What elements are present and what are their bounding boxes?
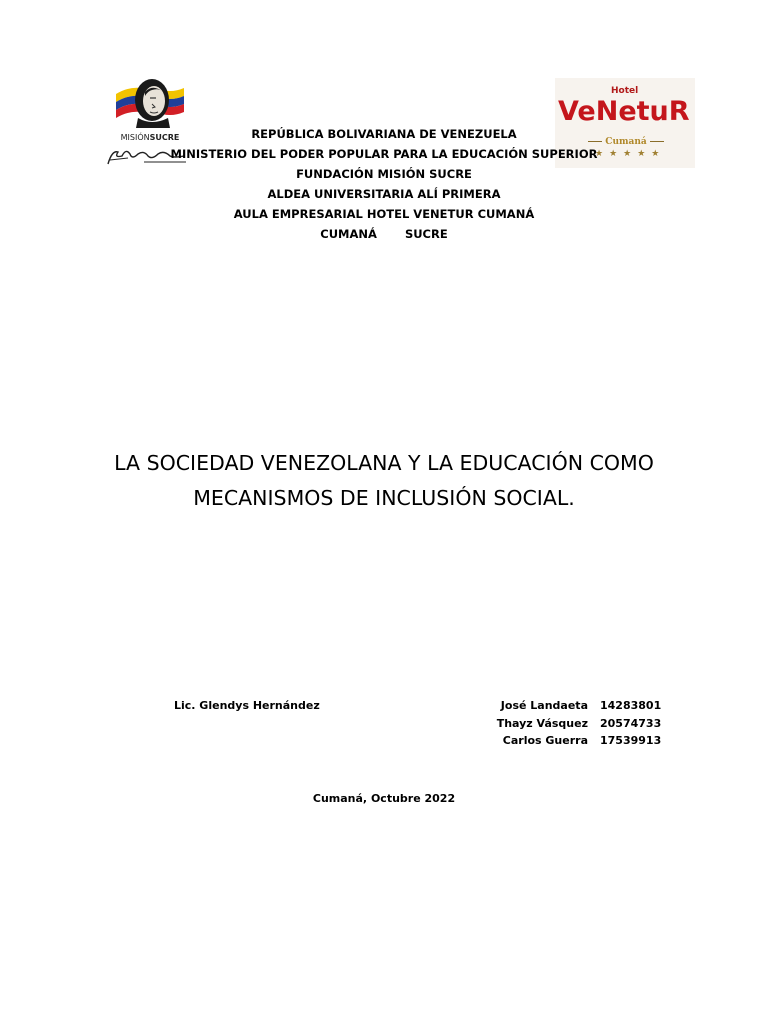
mision-sucre-emblem-icon	[112, 74, 188, 130]
header-line-republic: REPÚBLICA BOLIVARIANA DE VENEZUELA	[251, 127, 517, 141]
institution-header	[0, 124, 768, 244]
header-line-aula: AULA EMPRESARIAL HOTEL VENETUR CUMANÁ	[233, 207, 535, 221]
author-row	[470, 697, 670, 715]
place-date: Cumaná, Octubre 2022	[312, 792, 456, 805]
title-line-2: MECANISMOS DE INCLUSIÓN SOCIAL.	[193, 486, 575, 510]
author-row	[470, 715, 670, 733]
author-name: Thayz Vásquez	[496, 716, 588, 730]
logo-city-line: Cumaná	[583, 137, 669, 147]
document-title	[0, 446, 768, 516]
author-name: José Landaeta	[500, 699, 588, 712]
author-id: 17539913	[600, 734, 662, 747]
author-name: Carlos Guerra	[502, 734, 588, 747]
author-id: 14283801	[600, 699, 662, 712]
logo-venetur-wordmark: VeNetuR	[558, 96, 690, 127]
header-line-location: CUMANÁ SUCRE	[320, 227, 448, 241]
author-id: 20574733	[600, 716, 662, 730]
title-line-1: LA SOCIEDAD VENEZOLANA Y LA EDUCACIÓN COMO	[114, 451, 654, 475]
logo-hotel-label: Hotel	[611, 86, 639, 96]
advisor-name: Lic. Glendys Hernández	[174, 699, 320, 712]
header-line-aldea: ALDEA UNIVERSITARIA ALÍ PRIMERA	[267, 187, 501, 201]
mision-sucre-brand: MISIÓNSUCRE	[120, 133, 180, 142]
author-row	[470, 732, 670, 750]
header-line-foundation: FUNDACIÓN MISIÓN SUCRE	[296, 167, 472, 181]
header-line-ministry: MINISTERIO DEL PODER POPULAR PARA LA EDUCACIÓN SUPERIOR	[170, 147, 598, 161]
star-rating-icon: ★★★★★	[595, 149, 666, 159]
authors-list	[470, 697, 670, 750]
